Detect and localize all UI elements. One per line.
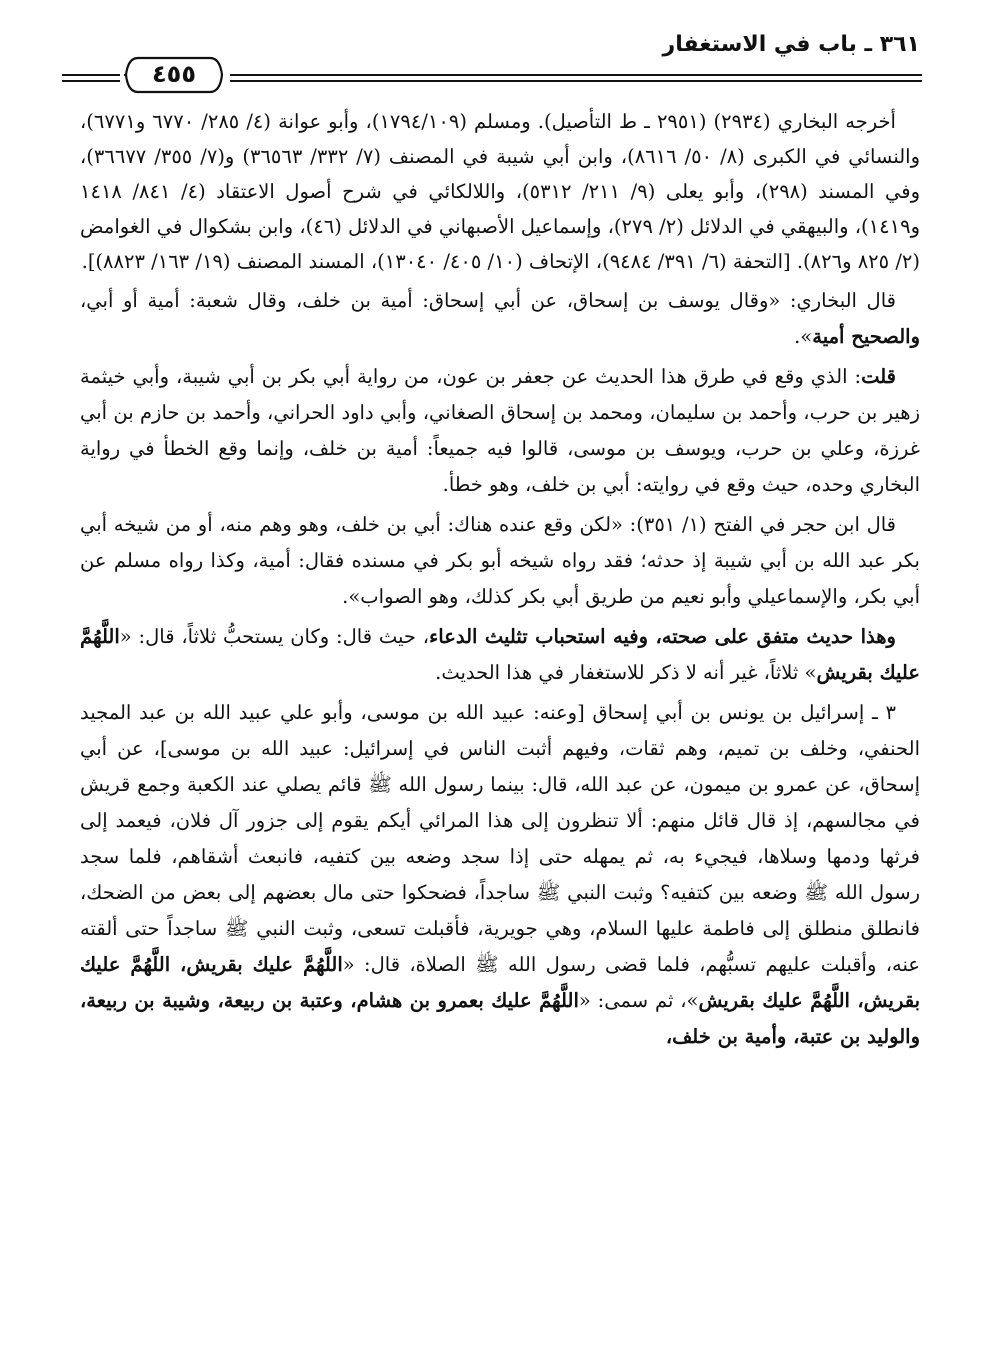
text-run: قال البخاري: «وقال يوسف بن إسحاق، عن أبي إسحاق: أمية بن خلف، وقال شعبة: أمية أو أبي، bbox=[80, 289, 896, 312]
ruling-paragraph bbox=[80, 619, 920, 691]
text-run: » ثلاثاً، غير أنه لا ذكر للاستغفار في هذا الحديث. bbox=[435, 661, 817, 684]
header-rule bbox=[230, 80, 922, 82]
bold-text-run: قلت bbox=[861, 365, 896, 388]
header-rule bbox=[62, 80, 120, 82]
chapter-title: ٣٦١ ـ باب في الاستغفار bbox=[662, 32, 920, 57]
bold-text-run: والصحيح أمية bbox=[812, 325, 920, 348]
bold-text-run: وهذا حديث متفق على صحته، وفيه استحباب تثليث الدعاء bbox=[429, 625, 896, 648]
header-rule bbox=[230, 74, 922, 76]
hadith-paragraph bbox=[80, 695, 920, 1055]
page-header bbox=[62, 26, 922, 98]
text-run: ». bbox=[794, 325, 813, 348]
text-run: : الذي وقع في طرق هذا الحديث عن جعفر بن عون، من رواية أبي بكر بن أبي شيبة، وأبي خيثمة زهير بن حرب، وأحمد بن سليمان، ومحمد بن إسحاق الصغاني، وأبي داود الحراني، وأحمد بن حازم بن أبي غرزة، وعلي بن حرب، ويوسف بن موسى، قالوا فيه جميعاً: أمية بن خلف، وإنما وقع الخطأ في رواية البخاري وحده، حيث وقع في روايته: أبي بن خلف، وهو خطأ. bbox=[80, 365, 920, 496]
takhrij-paragraph: أخرجه البخاري (٢٩٣٤) (٢٩٥١ ـ ط التأصيل). ومسلم (١٧٩٤/١٠٩)، وأبو عوانة (٤/ ٢٨٥/ ٦٧٧٠ و٦٧٧١)، والنسائي في الكبرى (٨/ ٥٠/ ٨٦١٦)، وابن أبي شيبة في المصنف (٧/ ٣٣٢/ ٣٦٥٦٣) و(٧/ ٣٥٥/ ٣٦٦٧٧)، وفي المسند (٢٩٨)، وأبو يعلى (٩/ ٢١١/ ٥٣١٢)، واللالكائي في شرح أصول الاعتقاد (٤/ ٨٤١/ ١٤١٨ و١٤١٩)، والبيهقي في الدلائل (٢/ ٢٧٩)، وإسماعيل الأصبهاني في الدلائل (٤٦)، وابن بشكوال في الغوامض (٢/ ٨٢٥ و٨٢٦). [التحفة (٦/ ٣٩١/ ٩٤٨٤)، الإتحاف (١٠/ ٤٠٥/ ١٣٠٤٠)، المسند المصنف (١٩/ ١٦٣/ ٨٨٢٣)]. bbox=[80, 110, 920, 273]
page-number-frame bbox=[124, 54, 224, 96]
bukhari-quote-paragraph bbox=[80, 283, 920, 355]
text-run: »، ثم سمى: « bbox=[578, 989, 699, 1012]
header-rule bbox=[62, 74, 120, 76]
bold-text-run: اللَّهُمَّ عليك بقريش، اللَّهُمَّ عليك بقريش، اللَّهُمَّ عليك بقريش bbox=[80, 953, 921, 1012]
text-run: ٣ ـ إسرائيل بن يونس بن أبي إسحاق [وعنه: عبيد الله بن موسى، وأبو علي عبيد الله بن عبد المجيد الحنفي، وخلف بن تميم، وهم ثقات، وفيهم أثبت الناس في إسرائيل: عبيد الله بن موسى]، عن أبي إسحاق، عن عمرو بن ميمون، عن عبد الله، قال: بينما رسول الله ﷺ قائم يصلي عند الكعبة وجمع قريش في مجالسهم، إذ قال قائل منهم: ألا تنظرون إلى هذا المرائي أيكم يقوم إلى جزور آل فلان، فيعمد إلى فرثها ودمها وسلاها، فيجيء به، ثم يمهله حتى إذا سجد وضعه بين كتفيه، فانبعث أشقاهم، فلما سجد رسول الله ﷺ وضعه بين كتفيه؟ وثبت النبي ﷺ ساجداً، فضحكوا حتى مال بعضهم إلى بعض من الضحك، فانطلق منطلق إلى فاطمة عليها السلام، وهي جويرية، فأقبلت تسعى، وثبت النبي ﷺ ساجداً حتى ألقته عنه، وأقبلت عليهم تسبُّهم، فلما قضى رسول الله ﷺ الصلاة، قال: « bbox=[80, 701, 920, 976]
page-body bbox=[80, 104, 920, 1059]
bold-text-run: اللَّهُمَّ عليك بقريش bbox=[80, 625, 920, 684]
bold-text-run: اللَّهُمَّ عليك بعمرو بن هشام، وعتبة بن ربيعة، وشيبة بن ربيعة، والوليد بن عتبة، وأمية بن خلف، bbox=[80, 989, 920, 1048]
author-comment-paragraph bbox=[80, 359, 920, 503]
page-number: ٤٥٥ bbox=[152, 60, 196, 88]
text-run: ، حيث قال: وكان يستحبُّ ثلاثاً، قال: « bbox=[119, 625, 430, 648]
ibn-hajar-paragraph: قال ابن حجر في الفتح (١/ ٣٥١): «لكن وقع عنده هناك: أبي بن خلف، وهو وهم منه، أو من شيخه أبي بكر عبد الله بن أبي شيبة إذ حدثه؛ فقد رواه شيخه أبو بكر في مسنده فقال: أمية، وكذا رواه مسلم عن أبي بكر، والإسماعيلي وأبو نعيم من طريق أبي بكر كذلك، وهو الصواب». bbox=[80, 513, 920, 608]
